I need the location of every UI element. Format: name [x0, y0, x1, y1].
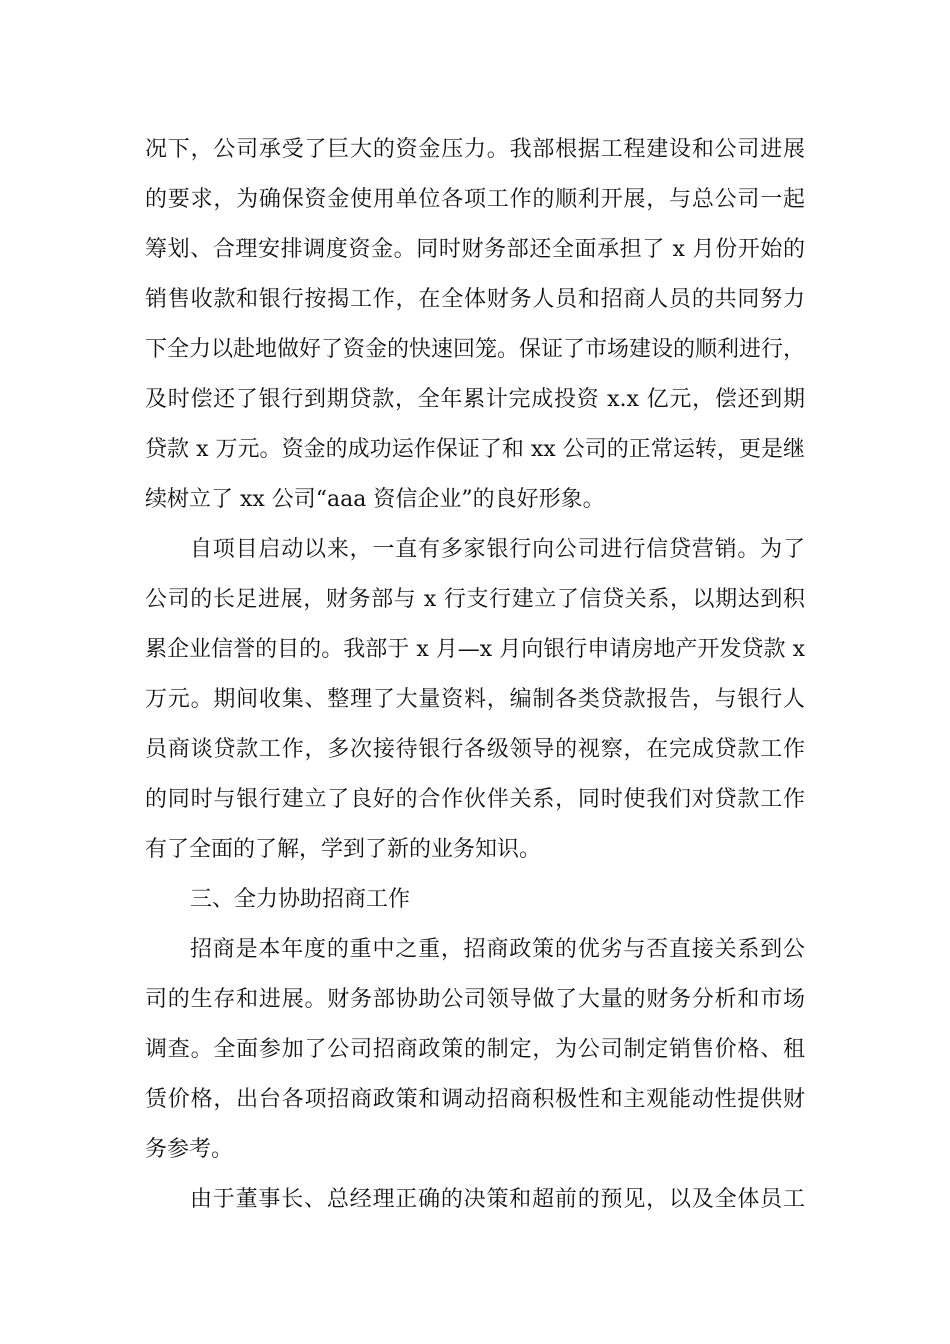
- text-line: 自项目启动以来，一直有多家银行向公司进行信贷营销。为了: [190, 537, 805, 562]
- text-line: 及时偿还了银行到期贷款，全年累计完成投资 x.x 亿元，偿还到期: [145, 387, 805, 412]
- text-line: 下全力以赴地做好了资金的快速回笼。保证了市场建设的顺利进行，: [145, 337, 806, 362]
- text-line: 贷款 x 万元。资金的成功运作保证了和 xx 公司的正常运转，更是继: [145, 437, 805, 462]
- text-line: 有了全面的了解，学到了新的业务知识。: [145, 837, 542, 862]
- text-line: 的要求，为确保资金使用单位各项工作的顺利开展，与总公司一起: [145, 187, 805, 212]
- text-line: 筹划、合理安排调度资金。同时财务部还全面承担了 x 月份开始的: [145, 237, 805, 262]
- text-line: 赁价格，出台各项招商政策和调动招商积极性和主观能动性提供财: [145, 1087, 805, 1112]
- text-line: 续树立了 xx 公司“aaa 资信企业”的良好形象。: [145, 487, 605, 512]
- text-line: 招商是本年度的重中之重，招商政策的优劣与否直接关系到公: [190, 937, 805, 962]
- text-line: 务参考。: [145, 1137, 234, 1162]
- text-line: 的同时与银行建立了良好的合作伙伴关系，同时使我们对贷款工作: [145, 787, 805, 812]
- text-line: 累企业信誉的目的。我部于 x 月—x 月向银行申请房地产开发贷款 x: [145, 637, 805, 662]
- text-line: 由于董事长、总经理正确的决策和超前的预见，以及全体员工: [190, 1187, 805, 1212]
- text-line: 销售收款和银行按揭工作，在全体财务人员和招商人员的共同努力: [145, 287, 805, 312]
- text-line: 万元。期间收集、整理了大量资料，编制各类贷款报告，与银行人: [145, 687, 805, 712]
- text-line: 调查。全面参加了公司招商政策的制定，为公司制定销售价格、租: [145, 1037, 805, 1062]
- text-line: 公司的长足进展，财务部与 x 行支行建立了信贷关系，以期达到积: [145, 587, 805, 612]
- section-heading: 三、全力协助招商工作: [190, 887, 411, 912]
- text-line: 况下，公司承受了巨大的资金压力。我部根据工程建设和公司进展: [145, 137, 805, 162]
- text-line: 员商谈贷款工作，多次接待银行各级领导的视察，在完成贷款工作: [145, 737, 805, 762]
- text-line: 司的生存和进展。财务部协助公司领导做了大量的财务分析和市场: [145, 987, 805, 1012]
